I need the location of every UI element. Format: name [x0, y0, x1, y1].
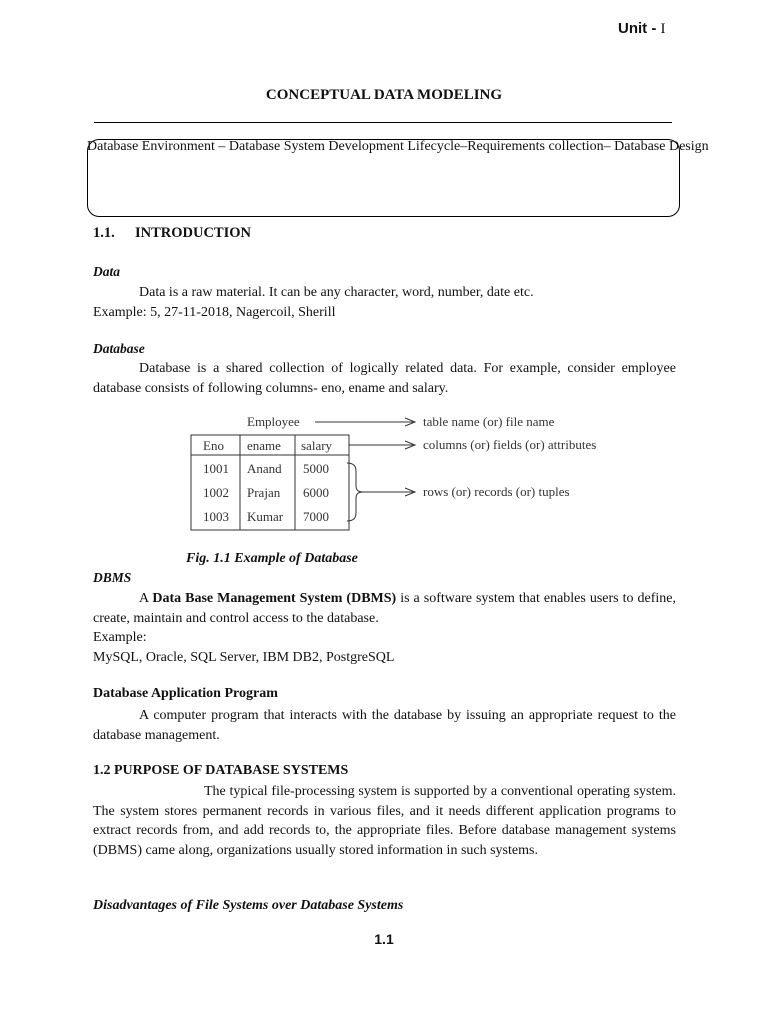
- data-definition-text: Data is a raw material. It can be any character, word, number, date etc.: [139, 285, 534, 300]
- figure-cell: 1002: [203, 485, 229, 500]
- database-heading: Database: [93, 341, 145, 356]
- figure-col-eno: Eno: [203, 438, 224, 453]
- dbms-definition: [93, 589, 676, 628]
- figure-caption: Fig. 1.1 Example of Database: [186, 551, 358, 566]
- figure-label-rows: rows (or) records (or) tuples: [423, 484, 570, 499]
- dbms-examples: MySQL, Oracle, SQL Server, IBM DB2, PostgreSQL: [93, 650, 395, 665]
- figure-cell: 1001: [203, 461, 229, 476]
- figure-cell: 5000: [303, 461, 329, 476]
- figure-cell: 7000: [303, 509, 329, 524]
- section-1-2-heading: 1.2 PURPOSE OF DATABASE SYSTEMS: [93, 763, 349, 778]
- topics-box-text: Database Environment – Database System Development Lifecycle–Requirements collection– Database Design: [87, 139, 709, 154]
- section-1-1-heading: [93, 225, 251, 242]
- unit-number: I: [660, 21, 666, 37]
- figure-cell: Anand: [247, 461, 282, 476]
- figure-col-salary: salary: [301, 438, 333, 453]
- figure-cell: Kumar: [247, 509, 284, 524]
- figure-label-columns: columns (or) fields (or) attributes: [423, 437, 597, 452]
- unit-label-text: Unit -: [618, 20, 657, 37]
- dbms-pre: A: [139, 591, 153, 606]
- figure-col-ename: ename: [247, 438, 281, 453]
- title-rule: [94, 122, 672, 123]
- page-title: CONCEPTUAL DATA MODELING: [265, 87, 503, 103]
- section-1-1-title: INTRODUCTION: [135, 225, 252, 241]
- figure-cell: Prajan: [247, 485, 281, 500]
- page-number: 1.1: [374, 931, 394, 947]
- app-program-heading: Database Application Program: [93, 686, 278, 701]
- figure-cell: 6000: [303, 485, 329, 500]
- dbms-term: Data Base Management System (DBMS): [152, 591, 397, 606]
- dbms-post: is a software system that enables users to define, create, maintain and control access to the database.: [93, 591, 676, 626]
- section-1-1-number: 1.1.: [93, 225, 115, 241]
- database-definition: Database is a shared collection of logically related data. For example, consider employee database consists of following columns- eno, ename and salary.: [93, 361, 676, 396]
- section-1-2-text: The typical file-processing system is supported by a conventional operating system. The system stores permanent records in various files, and it needs different application programs to extract records from, and add records to, the appropriate files. Before database management systems (DBMS) came along, organizations usually stored information in such systems.: [93, 784, 676, 858]
- figure-label-table: table name (or) file name: [423, 414, 555, 429]
- dbms-example-label: Example:: [93, 630, 147, 645]
- dbms-heading: DBMS: [93, 570, 132, 585]
- unit-label: [618, 20, 666, 38]
- data-heading: Data: [93, 264, 120, 279]
- data-example: Example: 5, 27-11-2018, Nagercoil, Sherill: [93, 304, 336, 320]
- figure-cell: 1003: [203, 509, 229, 524]
- database-figure: [180, 408, 640, 538]
- app-program-text: A computer program that interacts with the database by issuing an appropriate request to the database management.: [93, 708, 676, 743]
- disadvantages-heading: Disadvantages of File Systems over Database Systems: [93, 898, 404, 913]
- figure-table-name: Employee: [247, 414, 300, 429]
- data-definition: [93, 283, 676, 322]
